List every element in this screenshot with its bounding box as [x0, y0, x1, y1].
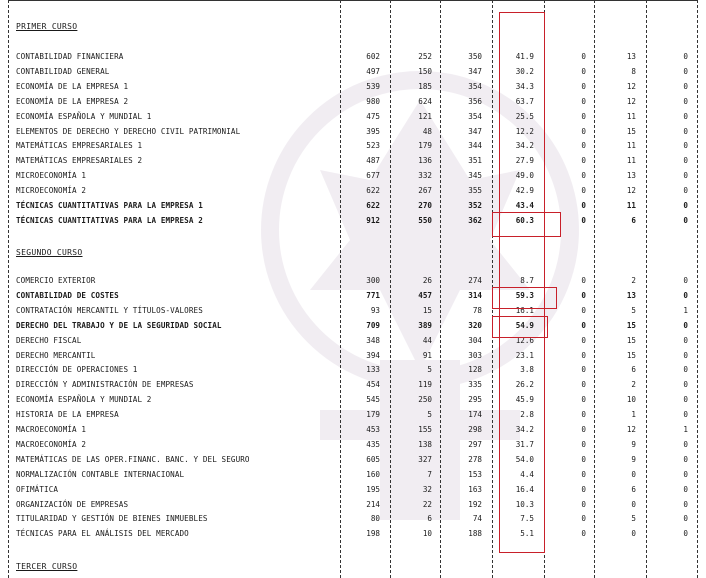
cell-c6: 12 — [626, 96, 636, 106]
cell-c5: 0 — [581, 201, 586, 210]
cell-c2: 185 — [418, 81, 432, 91]
table-row — [0, 127, 706, 141]
cell-c3: 347 — [468, 126, 482, 136]
cell-c5: 0 — [581, 320, 586, 330]
cell-c7: 0 — [683, 439, 688, 449]
cell-c6: 13 — [626, 52, 636, 61]
table-row — [0, 201, 706, 215]
subject-name: MATEMÁTICAS EMPRESARIALES 1 — [16, 141, 143, 151]
table-row — [0, 440, 706, 454]
cell-c7: 0 — [683, 141, 688, 151]
table-row — [0, 291, 706, 305]
cell-c2: 150 — [418, 66, 432, 76]
table-row — [0, 365, 706, 379]
cell-c7: 0 — [683, 276, 688, 285]
subject-name: TÉCNICAS PARA EL ANÁLISIS DEL MERCADO — [16, 529, 189, 539]
cell-c5: 0 — [581, 290, 586, 300]
cell-c7: 0 — [683, 365, 688, 375]
table-row — [0, 321, 706, 335]
cell-c5: 0 — [581, 66, 586, 76]
subject-name: TITULARIDAD Y GESTIÓN DE BIENES INMUEBLES — [16, 514, 208, 524]
table-row — [0, 276, 706, 290]
cell-c2: 138 — [418, 439, 432, 449]
subject-name: ECONOMÍA DE LA EMPRESA 1 — [16, 81, 129, 91]
cell-c7: 0 — [683, 380, 688, 390]
cell-c7: 0 — [683, 454, 688, 464]
cell-c2: 252 — [418, 52, 432, 61]
cell-c2: 10 — [422, 529, 432, 539]
subject-name: ECONOMÍA DE LA EMPRESA 2 — [16, 96, 129, 106]
cell-c7: 0 — [683, 96, 688, 106]
cell-c5: 0 — [581, 395, 586, 405]
cell-c6: 0 — [631, 469, 636, 479]
cell-c1: 133 — [366, 365, 380, 375]
subject-name: MICROECONOMÍA 2 — [16, 186, 87, 196]
subject-name: CONTRATACIÓN MERCANTIL Y TÍTULOS-VALORES — [16, 305, 203, 315]
cell-c7: 0 — [683, 395, 688, 405]
cell-c4: 41.9 — [515, 52, 534, 61]
table-row — [0, 529, 706, 543]
cell-c3: 298 — [468, 425, 482, 434]
cell-c2: 267 — [418, 186, 432, 196]
cell-c7: 0 — [683, 156, 688, 166]
cell-c5: 0 — [581, 305, 586, 315]
cell-c3: 344 — [468, 141, 482, 151]
cell-c4: 54.9 — [515, 320, 534, 330]
cell-c4: 49.0 — [515, 171, 534, 181]
cell-c5: 0 — [581, 215, 586, 225]
table-row — [0, 395, 706, 409]
table-row — [0, 141, 706, 155]
cell-c1: 198 — [366, 529, 380, 539]
cell-c1: 539 — [366, 81, 380, 91]
cell-c3: 192 — [468, 499, 482, 509]
cell-c2: 5 — [427, 365, 432, 375]
cell-c2: 155 — [418, 425, 432, 434]
cell-c2: 5 — [427, 410, 432, 420]
cell-c2: 389 — [418, 320, 432, 330]
cell-c2: 327 — [418, 454, 432, 464]
cell-c5: 0 — [581, 335, 586, 345]
cell-c5: 0 — [581, 380, 586, 390]
cell-c7: 0 — [683, 290, 688, 300]
cell-c3: 278 — [468, 454, 482, 464]
cell-c1: 475 — [366, 111, 380, 121]
cell-c2: 550 — [418, 215, 432, 225]
subject-name: ELEMENTOS DE DERECHO Y DERECHO CIVIL PATRIMONIAL — [16, 126, 241, 136]
subject-name: NORMALIZACIÓN CONTABLE INTERNACIONAL — [16, 469, 185, 479]
cell-c4: 34.3 — [515, 81, 534, 91]
table-row — [0, 186, 706, 200]
cell-c5: 0 — [581, 156, 586, 166]
cell-c3: 304 — [468, 335, 482, 345]
cell-c6: 15 — [626, 126, 636, 136]
cell-c4: 27.9 — [515, 156, 534, 166]
cell-c6: 15 — [626, 335, 636, 345]
cell-c2: 136 — [418, 156, 432, 166]
cell-c4: 25.5 — [515, 111, 534, 121]
cell-c3: 128 — [468, 365, 482, 375]
cell-c6: 11 — [626, 111, 636, 121]
cell-c7: 0 — [683, 201, 688, 210]
cell-c6: 15 — [626, 350, 636, 360]
cell-c3: 354 — [468, 81, 482, 91]
cell-c6: 6 — [631, 365, 636, 375]
cell-c3: 163 — [468, 484, 482, 494]
cell-c5: 0 — [581, 425, 586, 434]
cell-c2: 44 — [422, 335, 432, 345]
subject-name: DERECHO MERCANTIL — [16, 350, 96, 360]
cell-c1: 771 — [366, 290, 380, 300]
cell-c4: 63.7 — [515, 96, 534, 106]
subject-name: DERECHO DEL TRABAJO Y DE LA SEGURIDAD SOCIAL — [16, 320, 222, 330]
cell-c4: 31.7 — [515, 439, 534, 449]
subject-name: DIRECCIÓN DE OPERACIONES 1 — [16, 365, 138, 375]
cell-c7: 1 — [683, 425, 688, 434]
cell-c5: 0 — [581, 111, 586, 121]
cell-c2: 22 — [422, 499, 432, 509]
cell-c1: 435 — [366, 439, 380, 449]
cell-c3: 78 — [472, 305, 482, 315]
cell-c1: 622 — [366, 201, 380, 210]
cell-c1: 677 — [366, 171, 380, 181]
table-row — [0, 380, 706, 394]
cell-c4: 30.2 — [515, 66, 534, 76]
subject-name: MATEMÁTICAS DE LAS OPER.FINANC. BANC. Y DEL SEGURO — [16, 454, 250, 464]
table-row — [0, 500, 706, 514]
cell-c6: 13 — [626, 171, 636, 181]
cell-c4: 7.5 — [520, 514, 534, 524]
subject-name: MACROECONOMÍA 1 — [16, 425, 87, 434]
cell-c6: 11 — [626, 141, 636, 151]
cell-c5: 0 — [581, 141, 586, 151]
cell-c4: 2.8 — [520, 410, 534, 420]
cell-c1: 497 — [366, 66, 380, 76]
cell-c1: 300 — [366, 276, 380, 285]
cell-c3: 356 — [468, 96, 482, 106]
subject-name: OFIMÁTICA — [16, 484, 59, 494]
cell-c4: 34.2 — [515, 425, 534, 434]
cell-c2: 270 — [418, 201, 432, 210]
cell-c2: 91 — [422, 350, 432, 360]
subject-name: TÉCNICAS CUANTITATIVAS PARA LA EMPRESA 2 — [16, 215, 203, 225]
table-row — [0, 425, 706, 439]
cell-c1: 912 — [366, 215, 380, 225]
cell-c2: 179 — [418, 141, 432, 151]
cell-c1: 545 — [366, 395, 380, 405]
table-row — [0, 97, 706, 111]
subject-name: CONTABILIDAD FINANCIERA — [16, 52, 124, 61]
cell-c4: 5.1 — [520, 529, 534, 539]
cell-c2: 121 — [418, 111, 432, 121]
cell-c6: 9 — [631, 454, 636, 464]
subject-name: TÉCNICAS CUANTITATIVAS PARA LA EMPRESA 1 — [16, 201, 203, 210]
cell-c6: 5 — [631, 305, 636, 315]
cell-c7: 0 — [683, 81, 688, 91]
cell-c1: 487 — [366, 156, 380, 166]
cell-c1: 394 — [366, 350, 380, 360]
cell-c6: 0 — [631, 529, 636, 539]
cell-c4: 34.2 — [515, 141, 534, 151]
subject-name: CONTABILIDAD DE COSTES — [16, 290, 119, 300]
cell-c1: 214 — [366, 499, 380, 509]
cell-c1: 454 — [366, 380, 380, 390]
cell-c5: 0 — [581, 514, 586, 524]
cell-c7: 0 — [683, 66, 688, 76]
table-row — [0, 82, 706, 96]
cell-c6: 0 — [631, 499, 636, 509]
cell-c6: 6 — [631, 484, 636, 494]
table-row — [0, 470, 706, 484]
table-row — [0, 514, 706, 528]
cell-c6: 9 — [631, 439, 636, 449]
cell-c5: 0 — [581, 81, 586, 91]
section-title-segundo-curso: SEGUNDO CURSO — [16, 248, 83, 257]
cell-c6: 1 — [631, 410, 636, 420]
cell-c2: 250 — [418, 395, 432, 405]
cell-c3: 303 — [468, 350, 482, 360]
cell-c2: 624 — [418, 96, 432, 106]
cell-c5: 0 — [581, 499, 586, 509]
cell-c3: 352 — [468, 201, 482, 210]
cell-c4: 45.9 — [515, 395, 534, 405]
cell-c4: 3.8 — [520, 365, 534, 375]
cell-c7: 0 — [683, 320, 688, 330]
subject-name: MICROECONOMÍA 1 — [16, 171, 87, 181]
cell-c5: 0 — [581, 186, 586, 196]
cell-c7: 0 — [683, 350, 688, 360]
cell-c2: 332 — [418, 171, 432, 181]
cell-c7: 0 — [683, 484, 688, 494]
subject-name: HISTORIA DE LA EMPRESA — [16, 410, 119, 420]
cell-c4: 42.9 — [515, 186, 534, 196]
cell-c2: 48 — [422, 126, 432, 136]
subject-name: ECONOMÍA ESPAÑOLA Y MUNDIAL 2 — [16, 395, 152, 405]
cell-c6: 2 — [631, 276, 636, 285]
section-title-primer-curso: PRIMER CURSO — [16, 22, 78, 31]
cell-c7: 0 — [683, 499, 688, 509]
cell-c3: 174 — [468, 410, 482, 420]
cell-c1: 523 — [366, 141, 380, 151]
cell-c7: 0 — [683, 111, 688, 121]
cell-c5: 0 — [581, 52, 586, 61]
cell-c5: 0 — [581, 276, 586, 285]
cell-c4: 4.4 — [520, 469, 534, 479]
cell-c1: 80 — [370, 514, 380, 524]
subject-name: CONTABILIDAD GENERAL — [16, 66, 110, 76]
cell-c3: 188 — [468, 529, 482, 539]
cell-c5: 0 — [581, 365, 586, 375]
cell-c3: 345 — [468, 171, 482, 181]
cell-c1: 605 — [366, 454, 380, 464]
cell-c7: 0 — [683, 186, 688, 196]
cell-c7: 0 — [683, 335, 688, 345]
cell-c4: 23.1 — [515, 350, 534, 360]
table-row — [0, 156, 706, 170]
table-row — [0, 112, 706, 126]
cell-c6: 10 — [626, 395, 636, 405]
cell-c3: 320 — [468, 320, 482, 330]
cell-c6: 5 — [631, 514, 636, 524]
cell-c3: 297 — [468, 439, 482, 449]
table-row — [0, 336, 706, 350]
cell-c4: 16.1 — [515, 305, 534, 315]
cell-c7: 0 — [683, 52, 688, 61]
cell-c3: 350 — [468, 52, 482, 61]
cell-c1: 980 — [366, 96, 380, 106]
cell-c7: 0 — [683, 410, 688, 420]
cell-c4: 43.4 — [515, 201, 534, 210]
cell-c5: 0 — [581, 439, 586, 449]
cell-c4: 10.3 — [515, 499, 534, 509]
cell-c6: 12 — [626, 81, 636, 91]
cell-c3: 347 — [468, 66, 482, 76]
cell-c7: 0 — [683, 126, 688, 136]
subject-name: MATEMÁTICAS EMPRESARIALES 2 — [16, 156, 143, 166]
cell-c3: 274 — [468, 276, 482, 285]
cell-c2: 26 — [422, 276, 432, 285]
table-row — [0, 410, 706, 424]
subject-name: DERECHO FISCAL — [16, 335, 82, 345]
cell-c2: 7 — [427, 469, 432, 479]
cell-c5: 0 — [581, 454, 586, 464]
cell-c3: 355 — [468, 186, 482, 196]
cell-c5: 0 — [581, 350, 586, 360]
cell-c6: 11 — [626, 156, 636, 166]
cell-c1: 709 — [366, 320, 380, 330]
cell-c2: 6 — [427, 514, 432, 524]
cell-c4: 26.2 — [515, 380, 534, 390]
subject-name: ECONOMÍA ESPAÑOLA Y MUNDIAL 1 — [16, 111, 152, 121]
cell-c7: 0 — [683, 514, 688, 524]
cell-c7: 1 — [683, 305, 688, 315]
cell-c6: 11 — [626, 201, 636, 210]
cell-c5: 0 — [581, 529, 586, 539]
cell-c3: 153 — [468, 469, 482, 479]
cell-c3: 314 — [468, 290, 482, 300]
cell-c3: 74 — [472, 514, 482, 524]
cell-c3: 295 — [468, 395, 482, 405]
cell-c1: 622 — [366, 186, 380, 196]
cell-c1: 195 — [366, 484, 380, 494]
cell-c4: 8.7 — [520, 276, 534, 285]
cell-c6: 13 — [626, 290, 636, 300]
table-row — [0, 67, 706, 81]
section-title-tercer-curso: TERCER CURSO — [16, 562, 78, 571]
cell-c7: 0 — [683, 469, 688, 479]
subject-name: DIRECCIÓN Y ADMINISTRACIÓN DE EMPRESAS — [16, 380, 194, 390]
cell-c7: 0 — [683, 529, 688, 539]
subject-name: COMERCIO EXTERIOR — [16, 276, 96, 285]
subject-name: ORGANIZACIÓN DE EMPRESAS — [16, 499, 129, 509]
cell-c4: 12.6 — [515, 335, 534, 345]
cell-c5: 0 — [581, 410, 586, 420]
table-row — [0, 216, 706, 230]
table-row — [0, 351, 706, 365]
cell-c3: 335 — [468, 380, 482, 390]
cell-c1: 179 — [366, 410, 380, 420]
cell-c6: 15 — [626, 320, 636, 330]
table-row — [0, 485, 706, 499]
cell-c4: 60.3 — [515, 215, 534, 225]
cell-c4: 59.3 — [515, 290, 534, 300]
cell-c6: 6 — [631, 215, 636, 225]
cell-c2: 119 — [418, 380, 432, 390]
cell-c1: 395 — [366, 126, 380, 136]
subject-name: MACROECONOMÍA 2 — [16, 439, 87, 449]
cell-c4: 54.0 — [515, 454, 534, 464]
cell-c5: 0 — [581, 469, 586, 479]
cell-c5: 0 — [581, 96, 586, 106]
cell-c7: 0 — [683, 171, 688, 181]
cell-c3: 362 — [468, 215, 482, 225]
cell-c5: 0 — [581, 171, 586, 181]
table-row — [0, 171, 706, 185]
cell-c4: 12.2 — [515, 126, 534, 136]
cell-c7: 0 — [683, 215, 688, 225]
cell-c6: 8 — [631, 66, 636, 76]
cell-c2: 457 — [418, 290, 432, 300]
cell-c1: 160 — [366, 469, 380, 479]
cell-c6: 2 — [631, 380, 636, 390]
cell-c1: 93 — [370, 305, 380, 315]
cell-c1: 602 — [366, 52, 380, 61]
cell-c1: 453 — [366, 425, 380, 434]
cell-c6: 12 — [626, 425, 636, 434]
cell-c3: 354 — [468, 111, 482, 121]
table-row — [0, 52, 706, 66]
cell-c1: 348 — [366, 335, 380, 345]
cell-c6: 12 — [626, 186, 636, 196]
cell-c4: 16.4 — [515, 484, 534, 494]
cell-c2: 32 — [422, 484, 432, 494]
cell-c3: 351 — [468, 156, 482, 166]
cell-c2: 15 — [422, 305, 432, 315]
cell-c5: 0 — [581, 484, 586, 494]
table-row — [0, 306, 706, 320]
table-row — [0, 455, 706, 469]
cell-c5: 0 — [581, 126, 586, 136]
